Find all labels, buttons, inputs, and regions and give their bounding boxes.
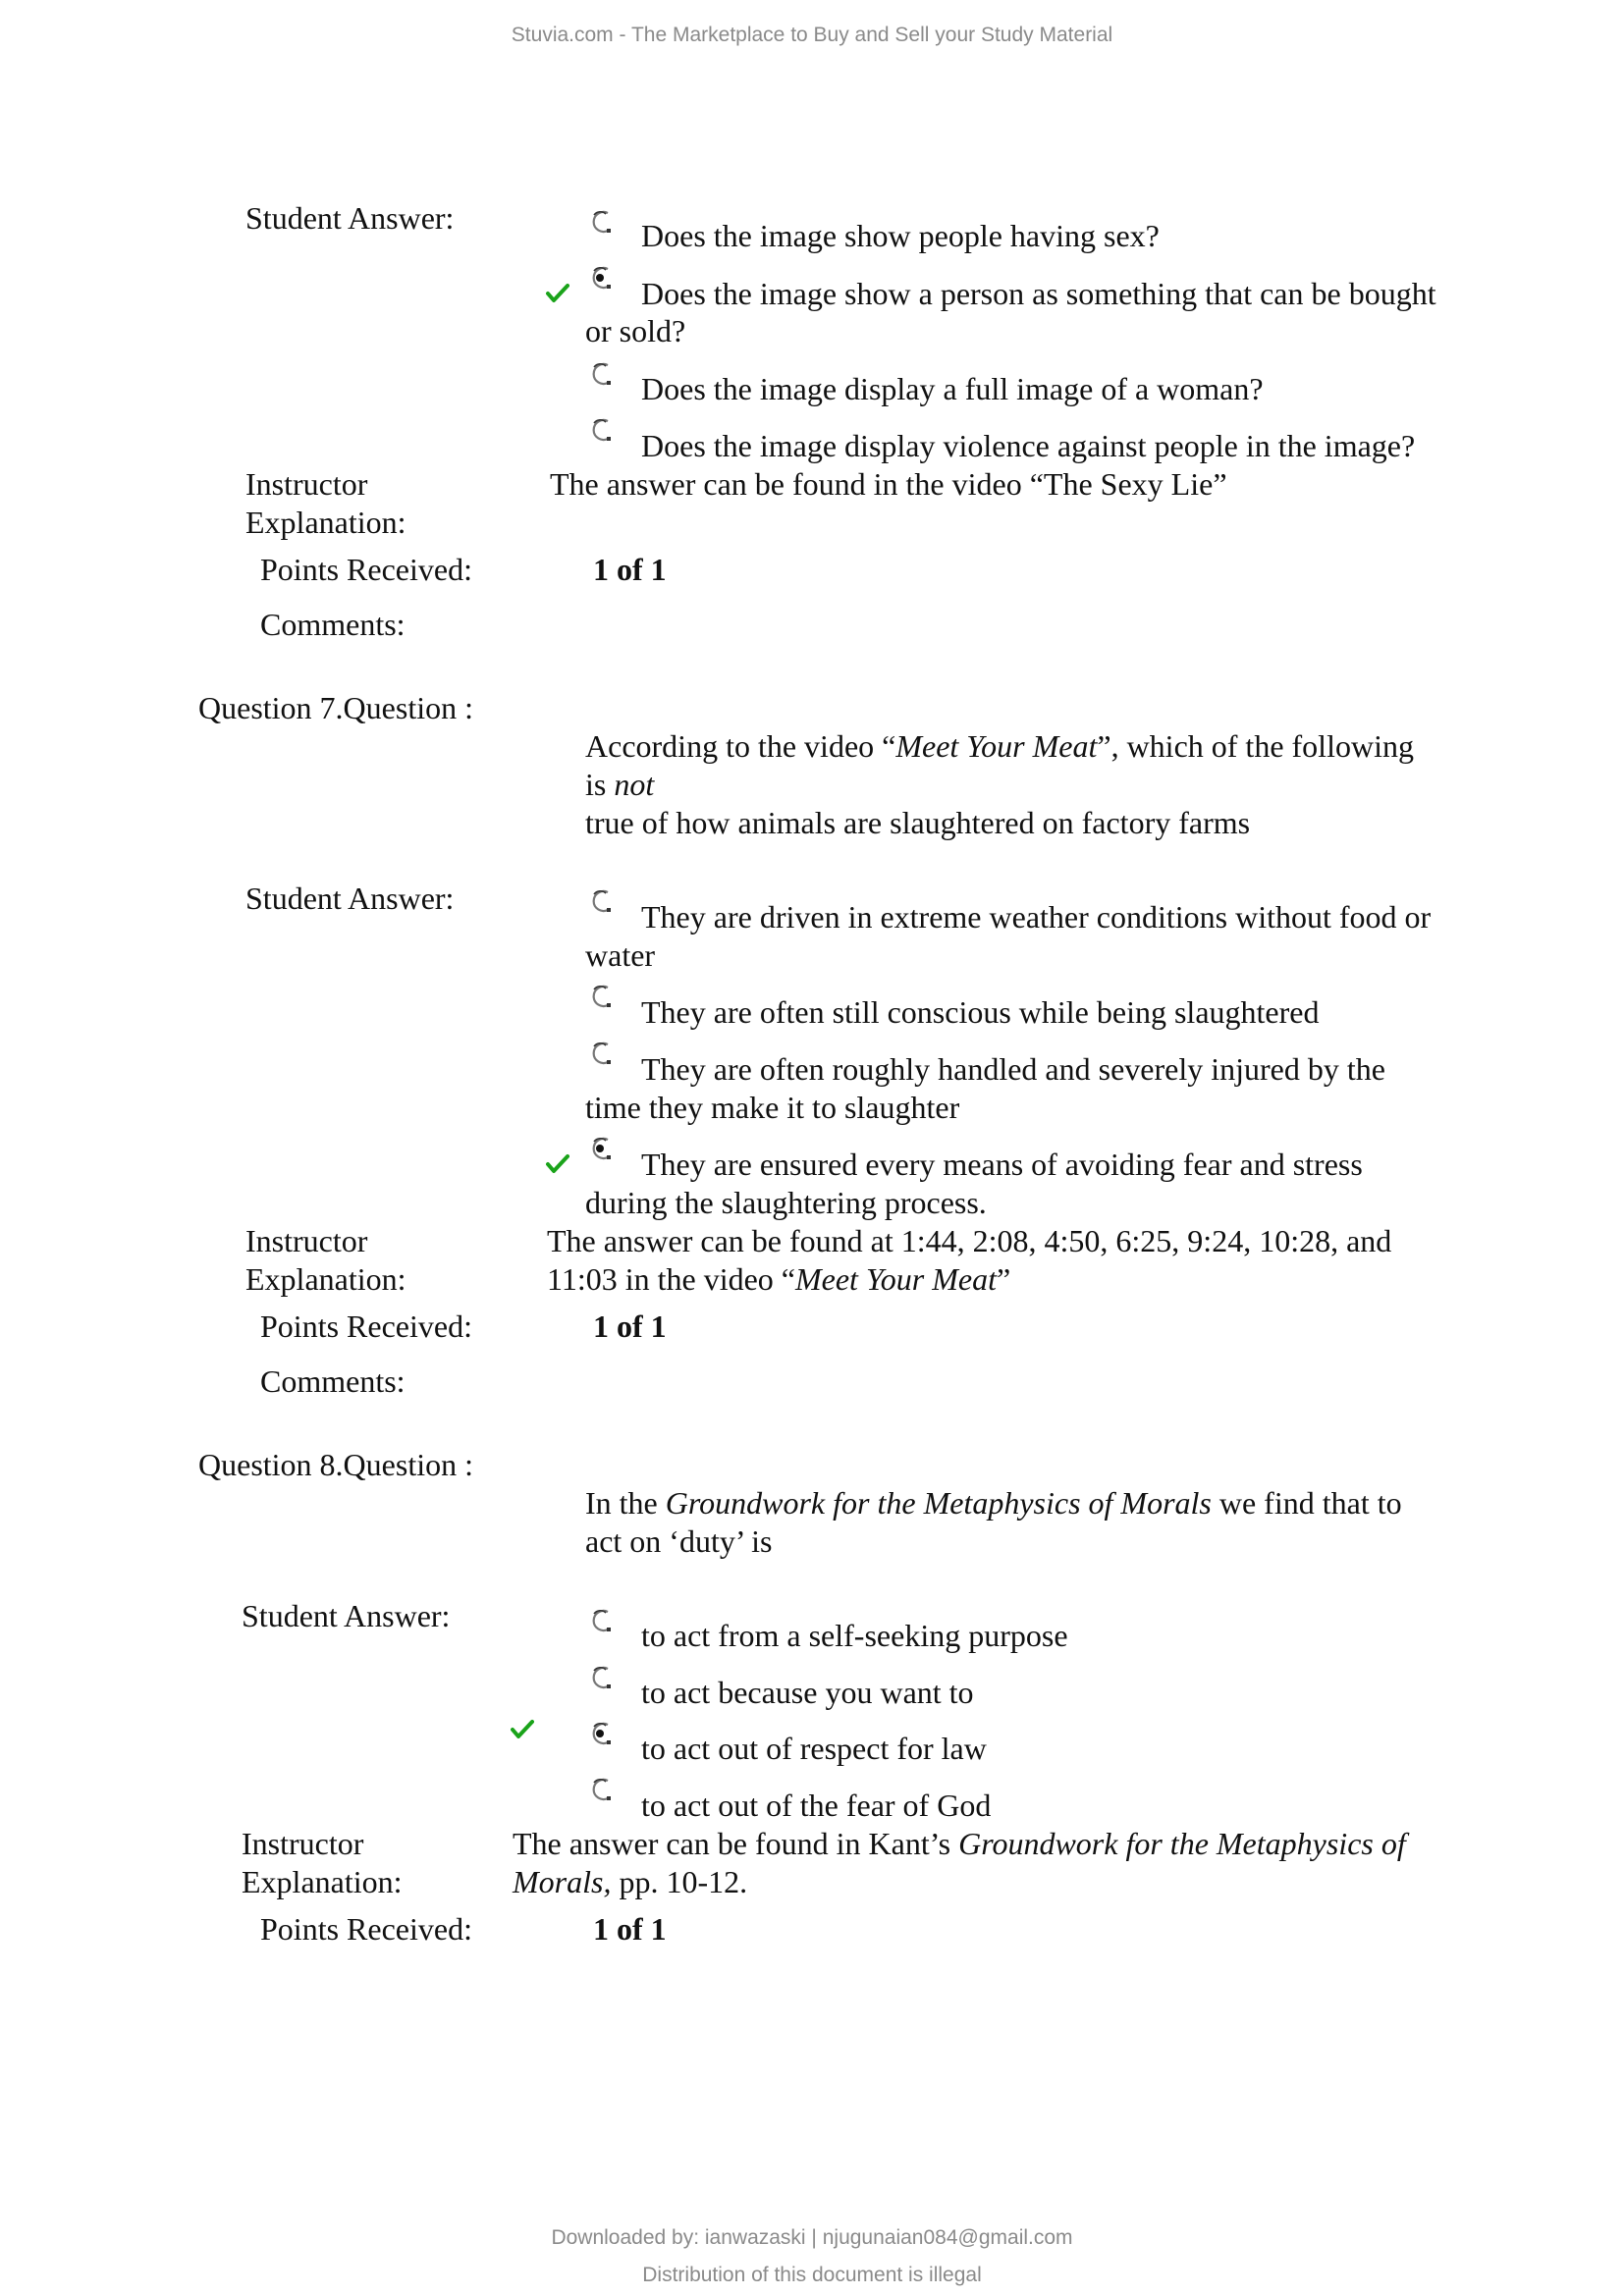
points-value: 1 of 1 [593, 1911, 667, 1947]
instructor-explanation-cont: 11:03 in the video “Meet Your Meat” [547, 1261, 1011, 1297]
question-prompt: In the Groundwork for the Metaphysics of Morals we find that to [585, 1485, 1402, 1521]
radio-unselected-icon[interactable] [586, 1039, 616, 1068]
answer-option: They are often still conscious while being slaughtered [641, 994, 1320, 1030]
instructor-explanation: The answer can be found in the video “The Sexy Lie” [550, 466, 1227, 502]
instructor-label: Instructor [242, 1826, 364, 1861]
radio-unselected-icon[interactable] [586, 982, 616, 1011]
answer-option: They are often roughly handled and severely injured by the [641, 1051, 1385, 1087]
answer-option-cont: or sold? [585, 313, 686, 348]
question-prompt-line: true of how animals are slaughtered on factory farms [585, 805, 1251, 840]
correct-check-icon [511, 1718, 534, 1741]
radio-unselected-icon[interactable] [586, 359, 616, 389]
question-prompt-line: act on ‘duty’ is [585, 1523, 773, 1559]
correct-check-icon [546, 282, 569, 305]
question-prompt: According to the video “Meet Your Meat”, which of the following [585, 728, 1414, 764]
radio-unselected-icon[interactable] [586, 1775, 616, 1804]
radio-unselected-icon[interactable] [586, 1663, 616, 1692]
explanation-label: Explanation: [242, 1864, 403, 1899]
radio-selected-icon[interactable] [586, 263, 616, 293]
answer-option: Does the image show people having sex? [641, 218, 1160, 253]
footer-downloaded: Downloaded by: ianwazaski | njugunaian084@gmail.com [551, 2226, 1073, 2249]
answer-option: to act because you want to [641, 1675, 974, 1710]
answer-option-cont: time they make it to slaughter [585, 1090, 960, 1125]
points-value: 1 of 1 [593, 1308, 667, 1344]
question-prompt-line: is not [585, 767, 655, 802]
student-answer-label: Student Answer: [245, 881, 455, 916]
radio-unselected-icon[interactable] [586, 886, 616, 916]
answer-option: to act out of the fear of God [641, 1788, 992, 1823]
answer-option: to act from a self-seeking purpose [641, 1618, 1068, 1653]
answer-option: Does the image display a full image of a woman? [641, 371, 1264, 406]
radio-unselected-icon[interactable] [586, 1606, 616, 1635]
answer-option-cont: water [585, 937, 656, 973]
points-value: 1 of 1 [593, 552, 667, 587]
instructor-label: Instructor [245, 1223, 368, 1258]
site-header: Stuvia.com - The Marketplace to Buy and Sell your Study Material [511, 24, 1113, 46]
question-title: Question 8.Question : [198, 1447, 473, 1482]
answer-option: They are driven in extreme weather conditions without food or [641, 899, 1432, 934]
comments-label: Comments: [260, 1363, 406, 1399]
instructor-explanation: The answer can be found in Kant’s Groundwork for the Metaphysics of [513, 1826, 1406, 1861]
radio-selected-icon[interactable] [586, 1134, 616, 1163]
student-answer-label: Student Answer: [245, 200, 455, 236]
footer-notice: Distribution of this document is illegal [642, 2264, 982, 2286]
answer-option: Does the image show a person as something that can be bought [641, 276, 1436, 311]
points-received-label: Points Received: [260, 552, 472, 587]
correct-check-icon [546, 1152, 569, 1176]
comments-label: Comments: [260, 607, 406, 642]
instructor-explanation: The answer can be found at 1:44, 2:08, 4:50, 6:25, 9:24, 10:28, and [547, 1223, 1392, 1258]
question-title: Question 7.Question : [198, 690, 473, 725]
radio-selected-icon[interactable] [586, 1719, 616, 1748]
radio-unselected-icon[interactable] [586, 207, 616, 237]
explanation-label: Explanation: [245, 505, 406, 540]
answer-option: Does the image display violence against people in the image? [641, 428, 1416, 463]
points-received-label: Points Received: [260, 1911, 472, 1947]
answer-option: to act out of respect for law [641, 1731, 987, 1766]
points-received-label: Points Received: [260, 1308, 472, 1344]
instructor-label: Instructor [245, 466, 368, 502]
instructor-explanation-cont: Morals, pp. 10-12. [513, 1864, 748, 1899]
radio-unselected-icon[interactable] [586, 415, 616, 445]
explanation-label: Explanation: [245, 1261, 406, 1297]
answer-option-cont: during the slaughtering process. [585, 1185, 987, 1220]
answer-option: They are ensured every means of avoiding fear and stress [641, 1147, 1363, 1182]
student-answer-label: Student Answer: [242, 1598, 451, 1633]
